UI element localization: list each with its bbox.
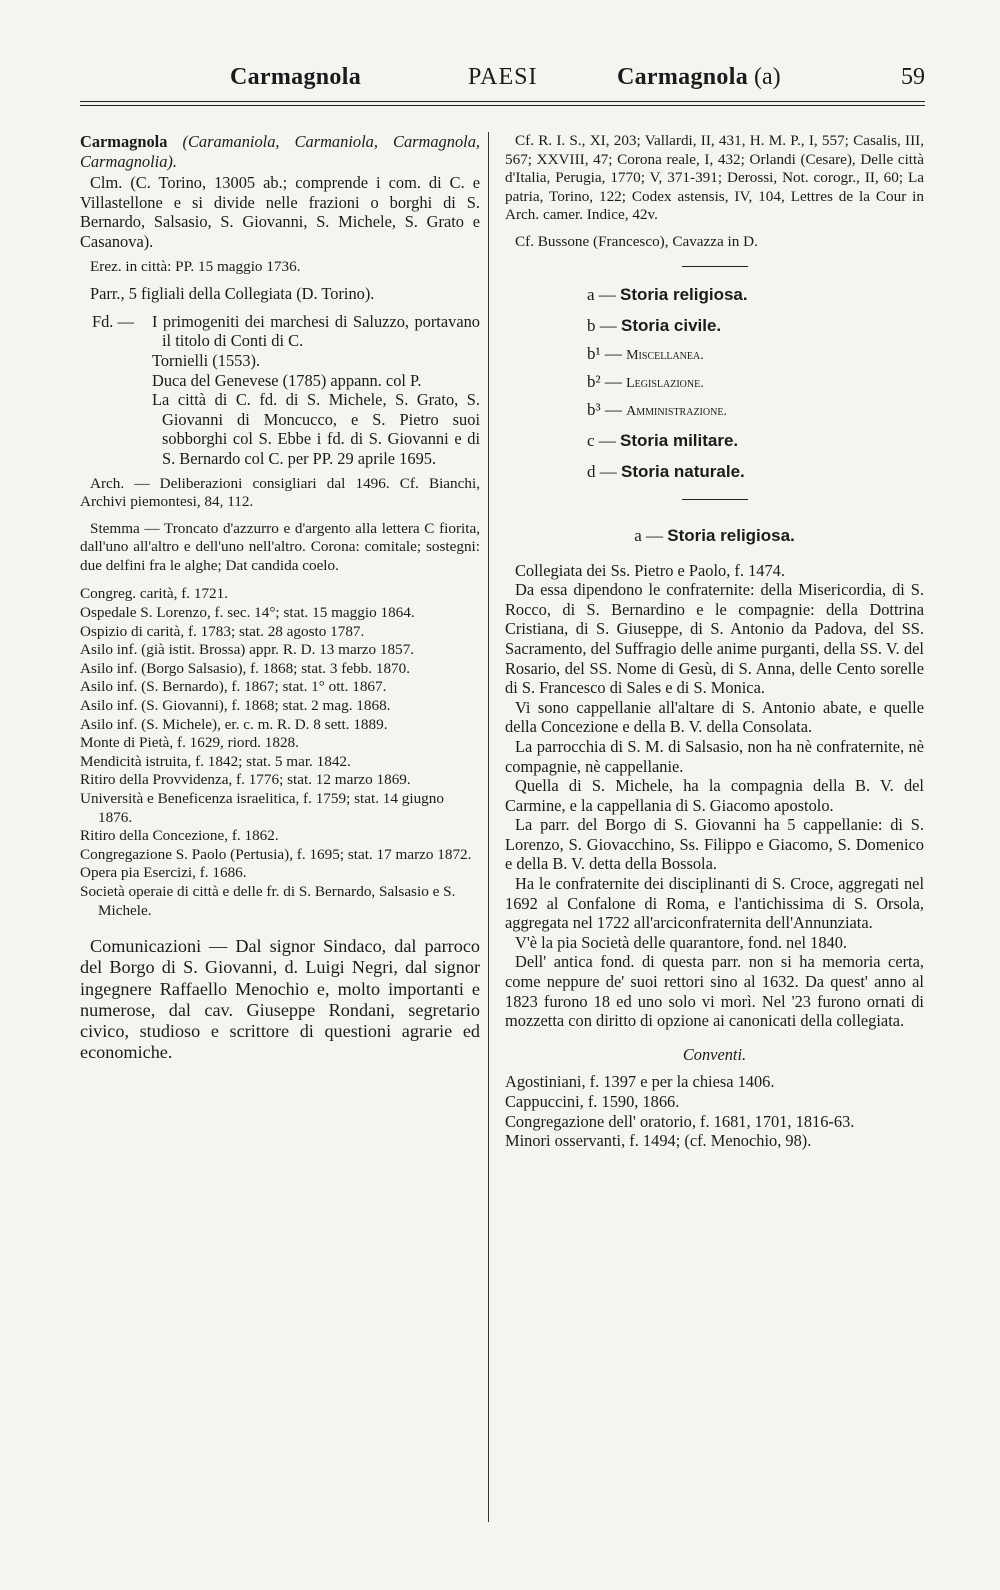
institution-item: Congregazione S. Paolo (Pertusia), f. 1695; stat. 17 marzo 1872. [80,845,472,863]
legend-item: b — Storia civile. [587,315,722,335]
institution-item: Ritiro della Provvidenza, f. 1776; stat. 12 marzo 1869. [80,771,411,789]
legend-key: b¹ [587,343,601,363]
institution-item: Asilo inf. (Borgo Salsasio), f. 1868; stat. 3 febb. 1870. [80,659,411,677]
section-rule [682,499,748,500]
institutions-list [80,585,480,920]
convent-item: Congregazione dell' oratorio, f. 1681, 1701, 1816-63. [505,1111,855,1131]
legend-label: Storia civile. [621,315,722,335]
institution-item: Monte di Pietà, f. 1629, riord. 1828. [80,734,299,752]
paragraph: Collegiata dei Ss. Pietro e Paolo, f. 1474. [515,560,785,580]
entry-heading [80,132,480,171]
legend-item: b² — Legislazione. [587,371,704,391]
paragraph: La parr. del Borgo di S. Giovanni ha 5 cappellanie: di S. Lorenzo, S. Giovacchino, Ss. Filippo e Giacomo, S. Domenico e della B. V. detta della Bossola. [505,815,924,874]
legend-label: Amministrazione. [626,403,727,419]
legend-item: a — Storia religiosa. [587,284,748,304]
header-right-word: Carmagnola [617,64,748,90]
header-rule-bottom [80,105,925,106]
parishes-text: Parr., 5 figliali della Collegiata (D. Torino). [90,284,375,304]
feudi-list [152,312,480,469]
legend-item: c — Storia militare. [587,430,739,450]
paragraph: Vi sono cappellanie all'altare di S. Antonio abate, e quelle della Concezione e della B. V. della Consolata. [505,697,924,737]
legend-key: b² [587,371,601,391]
communications-text: Comunicazioni — Dal signor Sindaco, dal parroco del Borgo di S. Giovanni, d. Luigi Negri, dal signor ingegnere Raffaello Menochio e, molto importanti e numerose, dal cav. Giuseppe Rondani, segretario civico, studioso e scrittore di questioni agrarie ed economiche. [80,936,480,1063]
entry-alt-names: (Caramaniola, Carmaniola, Carmagnola, Carmagnolia). [80,132,480,171]
paragraph: Dell' antica fond. di questa parr. non si ha memoria certa, come neppure de' suoi rettori sino al 1632. Da quest' anno al 1823 furono 18 ed uno solo vi morì. Nel '23 furono ornati di mozzetta con diritto di opzione ai canonicati della collegiata. [505,952,924,1031]
institution-item: Asilo inf. (S. Giovanni), f. 1868; stat. 2 mag. 1868. [80,697,391,715]
religious-history-text [505,561,924,1031]
institution-item: Università e Beneficenza israelitica, f. 1759; stat. 14 giugno 1876. [80,790,444,826]
legend-label: Storia naturale. [621,461,745,481]
convent-item: Agostiniani, f. 1397 e per la chiesa 1406. [505,1072,775,1092]
paragraph: V'è la pia Società delle quarantore, fond. nel 1840. [515,932,848,952]
legend-label: Legislazione. [626,375,704,391]
bibliography-text: Cf. R. I. S., XI, 203; Vallardi, II, 431, H. M. P., I, 557; Casalis, III, 567; XXVIII, 47; Corona reale, I, 432; Orlandi (Cesare), Delle città d'Italia, Perugia, 1770; V, 371-391; Derossi, Not. corogr., II, 60; La patria, Torino, 122; Codex astensis, IV, 104, Lettres de la Cour in Arch. camer. Indice, 42v. [505,132,924,224]
legend-key: c [587,430,595,450]
feudi-item: La città di C. fd. di S. Michele, S. Grato, S. Giovanni di Moncucco, e S. Pietro suoi sobborghi col S. Ebbe i fd. di S. Giovanni e di S. Bernardo col C. per PP. 29 aprile 1695. [152,390,480,468]
legend-item: d — Storia naturale. [587,461,745,481]
institution-item: Ospizio di carità, f. 1783; stat. 28 agosto 1787. [80,622,365,640]
convent-item: Minori osservanti, f. 1494; (cf. Menochio, 98). [505,1131,812,1151]
paragraph: Ha le confraternite dei disciplinanti di S. Croce, aggregati nel 1692 al Confalone di Roma, e l'antichissima di S. Orsola, aggregata nel 1722 all'arciconfraternita dell'Annunziata. [505,874,924,933]
right-column [505,132,924,1151]
institution-item: Società operaie di città e delle fr. di S. Bernardo, Salsasio e S. Michele. [80,882,456,919]
legend-label: Storia militare. [620,430,739,450]
legend-key: b [587,315,596,335]
convent-item: Cappuccini, f. 1590, 1866. [505,1092,680,1111]
sections-legend [505,279,924,487]
feudi-item: Tornielli (1553). [152,350,261,370]
convents-heading: Conventi. [682,1044,747,1064]
section-title: Storia religiosa. [667,525,795,545]
section-rule [682,266,748,267]
paragraph: Da essa dipendono le confraternite: della Misericordia, di S. Rocco, di S. Bernardino e le compagnie: della Dottrina Cristiana, di S. Giuseppe, di S. Antonio da Padova, del SS. Sacramento, del Suffragio delle anime purganti, della SS. V. del Rosario, del SS. Nome di Gesù, di S. Anna, delle Cento sorelle di S. Francesco di Sales e di S. Monica. [505,580,924,698]
page-header [80,62,925,92]
institution-item: Congreg. carità, f. 1721. [80,585,229,603]
institution-item: Ospedale S. Lorenzo, f. sec. 14°; stat. 15 maggio 1864. [80,604,415,622]
institution-item: Mendicità istruita, f. 1842; stat. 5 mar. 1842. [80,752,351,770]
coat-of-arms-text: Stemma — Troncato d'azzurro e d'argento alla lettera C fiorita, dall'uno all'altro e dell'uno nell'altro. Corona: comitale; sostegni: due delfini fra le alghe; Dat candida coelo. [80,519,480,574]
institution-item: Asilo inf. (S. Michele), er. c. m. R. D. 8 sett. 1889. [80,715,388,733]
feudi-label: Fd. — [92,311,134,331]
section-heading: a — Storia religiosa. [634,525,795,545]
header-right-title [617,62,781,92]
header-right-suffix: (a) [754,64,781,90]
institution-item: Asilo inf. (S. Bernardo), f. 1867; stat. 1° ott. 1867. [80,678,387,696]
paragraph: La parrocchia di S. M. di Salsasio, non ha nè confraternite, nè compagnie, nè cappellanie. [505,736,924,776]
erection-text: Erez. in città: PP. 15 maggio 1736. [90,257,301,275]
legend-key: b³ [587,399,601,419]
paragraph: Quella di S. Michele, ha la compagnia della B. V. del Carmine, e la cappellania di S. Giacomo apostolo. [505,776,924,815]
legend-item: b³ — Amministrazione. [587,399,727,419]
cross-reference-text: Cf. Bussone (Francesco), Cavazza in D. [515,232,758,250]
feudi-item: Duca del Genevese (1785) appann. col P. [152,370,422,390]
institution-item: Ritiro della Concezione, f. 1862. [80,827,279,845]
feudi-block [80,312,480,469]
convents-list [505,1072,924,1150]
legend-key: a [587,284,595,304]
column-divider [488,132,489,1522]
section-key: a [634,525,642,545]
legend-key: d [587,461,596,481]
header-section: PAESI [468,64,538,90]
page-number: 59 [901,64,925,90]
entry-title: Carmagnola [80,132,168,151]
legend-item: b¹ — Miscellanea. [587,343,704,363]
institution-item: Opera pia Esercizi, f. 1686. [80,864,247,882]
header-rule-top [80,101,925,102]
institution-item: Asilo inf. (già istit. Brossa) appr. R. D. 13 marzo 1857. [80,641,415,659]
legend-label: Storia religiosa. [620,284,748,304]
legend-label: Miscellanea. [626,347,704,363]
feudi-item: I primogeniti dei marchesi di Saluzzo, portavano il titolo di Conti di C. [152,311,480,351]
circondario-text: Clm. (C. Torino, 13005 ab.; comprende i com. di C. e Villastellone e si divide nelle frazioni o borghi di S. Bernardo, Salsasio, S. Giovanni, S. Michele, S. Grato e Casanova). [80,173,480,251]
archive-note: Arch. — Deliberazioni consigliari dal 1496. Cf. Bianchi, Archivi piemontesi, 84, 112. [80,474,480,511]
header-left-title: Carmagnola [230,64,361,90]
left-column [80,132,480,1063]
